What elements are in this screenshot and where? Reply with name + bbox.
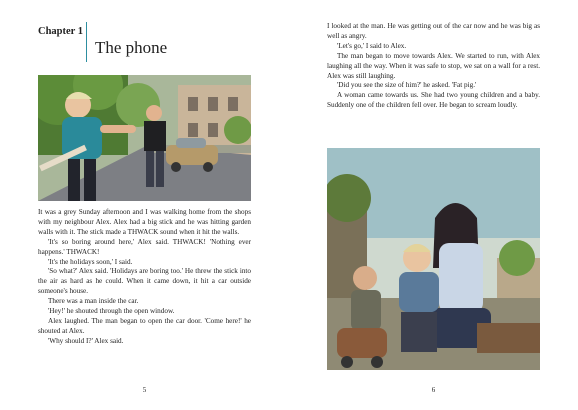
paragraph: I looked at the man. He was getting out of the car now and he was big as well as angry.: [327, 22, 540, 40]
paragraph: 'It's so boring around here,' Alex said. THWACK! 'Nothing ever happens.' THWACK!: [38, 237, 251, 256]
right-page-text: [327, 22, 540, 111]
paragraph: A woman came towards us. She had two young children and a baby. Suddenly one of the children fell over. He began to scream loudly.: [327, 91, 540, 110]
paragraph: 'Why should I?' Alex said.: [48, 336, 124, 345]
page-number: 6: [431, 386, 436, 394]
right-page: [289, 0, 578, 410]
paragraph: 'It's the holidays soon,' I said.: [48, 257, 133, 266]
paragraph: 'Hey!' he shouted through the open window.: [48, 307, 175, 316]
chapter-label: Chapter 1: [38, 26, 84, 37]
paragraph: Alex laughed. The man began to open the car door. 'Come here!' he shouted at Alex.: [38, 316, 251, 335]
illustration-boys-street: [38, 75, 251, 201]
paragraph: It was a grey Sunday afternoon and I was walking home from the shops with my neighbour Alex. Alex had a big stick and he was hitting garden walls with it. The stick made a THWACK sound when it hit the walls.: [38, 208, 251, 236]
paragraph: 'So what?' Alex said. 'Holidays are boring too.' He threw the stick into the air as hard as he could. When it came down, it hit a car outside someone's house.: [38, 267, 251, 296]
left-page-text: [38, 208, 251, 347]
illustration-woman-children: [327, 148, 540, 370]
paragraph: 'Did you see the size of him?' he asked. 'Fat pig.': [337, 81, 477, 90]
chapter-title: The phone: [95, 38, 168, 57]
chapter-divider: [86, 22, 87, 62]
page-number: 5: [142, 386, 147, 394]
paragraph: 'Let's go,' I said to Alex.: [337, 41, 407, 50]
paragraph: The man began to move towards Alex. We started to run, with Alex laughing all the way. When it was safe to stop, we sat on a wall for a rest. Alex was still laughing.: [327, 51, 540, 80]
paragraph: There was a man inside the car.: [48, 297, 139, 306]
